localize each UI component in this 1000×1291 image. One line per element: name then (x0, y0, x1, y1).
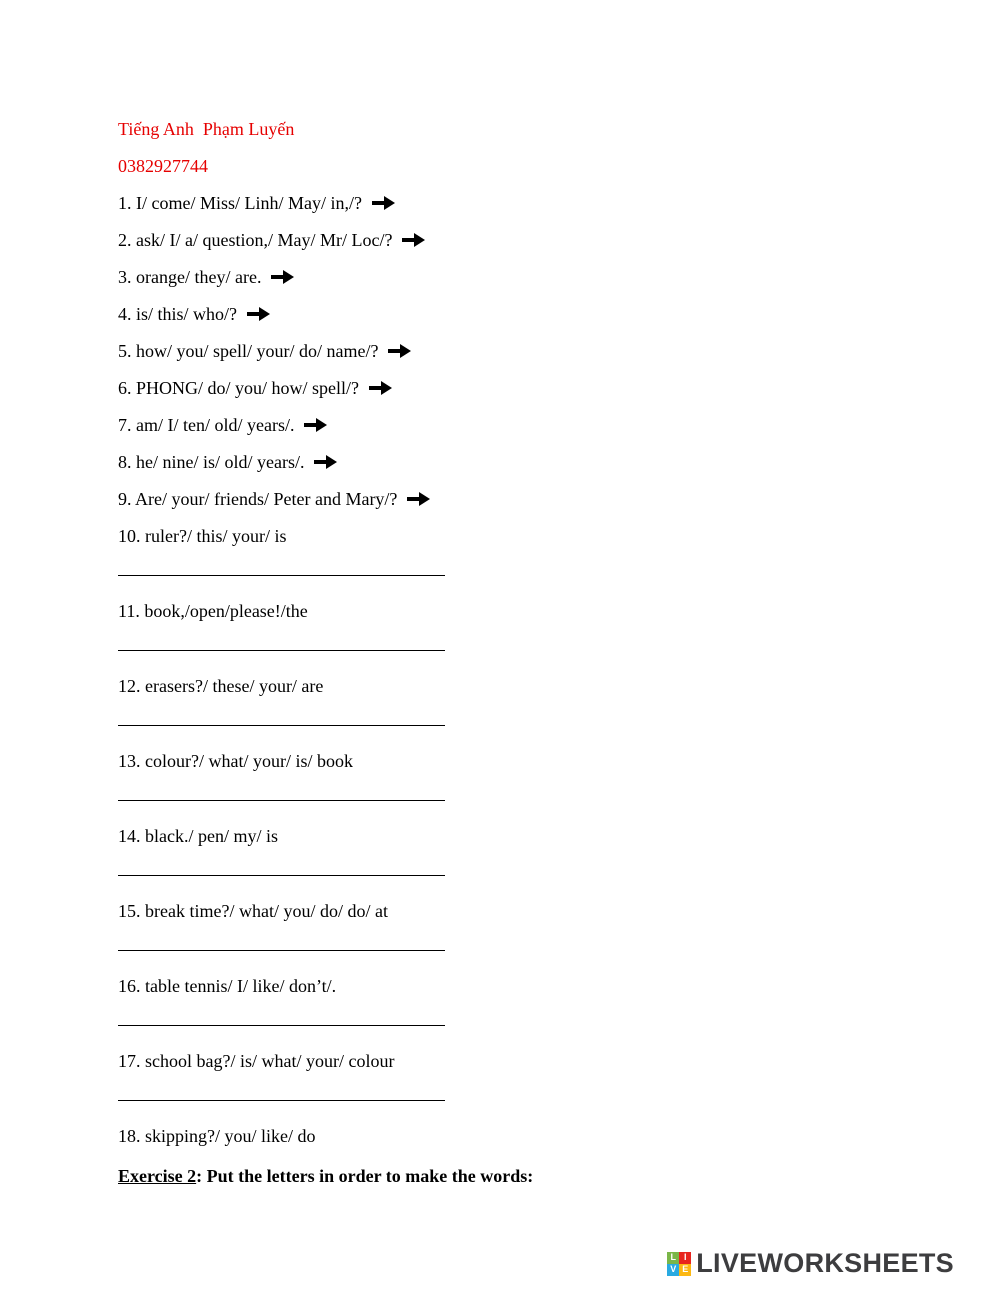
exercise-item (118, 377, 940, 399)
answer-blank-line[interactable] (118, 725, 445, 726)
exercise-item-text: 13. colour?/ what/ your/ is/ book (118, 751, 353, 771)
liveworksheets-footer (667, 1248, 954, 1279)
exercise-item (118, 675, 940, 697)
answer-blank-line[interactable] (118, 875, 445, 876)
exercise-item (118, 192, 940, 214)
exercise-item-text: 8. he/ nine/ is/ old/ years/. (118, 452, 305, 472)
right-arrow-icon (372, 196, 395, 210)
exercise-list (118, 192, 940, 1147)
exercise2-instruction: : Put the letters in order to make the words: (196, 1166, 534, 1186)
exercise-item (118, 340, 940, 362)
exercise-item (118, 600, 940, 622)
exercise-item-text: 3. orange/ they/ are. (118, 267, 262, 287)
exercise-item-text: 18. skipping?/ you/ like/ do (118, 1126, 316, 1146)
exercise2-title: Exercise 2 (118, 1166, 197, 1186)
answer-blank-line[interactable] (118, 575, 445, 576)
exercise-item-text: 6. PHONG/ do/ you/ how/ spell/? (118, 378, 359, 398)
exercise-item (118, 975, 940, 997)
exercise-item (118, 1125, 940, 1147)
exercise-item (118, 1050, 940, 1072)
right-arrow-icon (402, 233, 425, 247)
right-arrow-icon (314, 455, 337, 469)
exercise-item (118, 303, 940, 325)
exercise-item (118, 488, 940, 510)
exercise-item (118, 414, 940, 436)
exercise-item (118, 451, 940, 473)
answer-blank-line[interactable] (118, 650, 445, 651)
exercise-item-text: 5. how/ you/ spell/ your/ do/ name/? (118, 341, 379, 361)
logo-letter-i: I (679, 1252, 691, 1264)
exercise-item-text: 9. Are/ your/ friends/ Peter and Mary/? (118, 489, 398, 509)
exercise-item (118, 229, 940, 251)
exercise-item-text: 12. erasers?/ these/ your/ are (118, 676, 324, 696)
exercise-item-text: 1. I/ come/ Miss/ Linh/ May/ in,/? (118, 193, 362, 213)
logo-letter-l: L (667, 1252, 679, 1264)
right-arrow-icon (407, 492, 430, 506)
liveworksheets-logo-icon (667, 1252, 691, 1276)
right-arrow-icon (247, 307, 270, 321)
exercise-item-text: 10. ruler?/ this/ your/ is (118, 526, 287, 546)
exercise-item (118, 900, 940, 922)
exercise-item (118, 750, 940, 772)
answer-blank-line[interactable] (118, 1100, 445, 1101)
answer-blank-line[interactable] (118, 1025, 445, 1026)
answer-blank-line[interactable] (118, 800, 445, 801)
exercise-item-text: 2. ask/ I/ a/ question,/ May/ Mr/ Loc/? (118, 230, 393, 250)
phone-line: 0382927744 (118, 156, 208, 176)
exercise-item-text: 17. school bag?/ is/ what/ your/ colour (118, 1051, 395, 1071)
right-arrow-icon (304, 418, 327, 432)
right-arrow-icon (369, 381, 392, 395)
logo-letter-e: E (679, 1264, 691, 1276)
author-line: Tiếng Anh Phạm Luyến (118, 119, 295, 139)
exercise-item-text: 7. am/ I/ ten/ old/ years/. (118, 415, 295, 435)
liveworksheets-brand-text: LIVEWORKSHEETS (696, 1248, 954, 1278)
exercise-item-text: 11. book,/open/please!/the (118, 601, 308, 621)
right-arrow-icon (271, 270, 294, 284)
exercise-item (118, 266, 940, 288)
exercise2-heading (118, 1165, 940, 1187)
logo-letter-v: V (667, 1264, 679, 1276)
exercise-item (118, 525, 940, 547)
exercise-item (118, 825, 940, 847)
answer-blank-line[interactable] (118, 950, 445, 951)
exercise-item-text: 4. is/ this/ who/? (118, 304, 238, 324)
right-arrow-icon (388, 344, 411, 358)
exercise-item-text: 15. break time?/ what/ you/ do/ do/ at (118, 901, 388, 921)
exercise-item-text: 16. table tennis/ I/ like/ don’t/. (118, 976, 337, 996)
exercise-item-text: 14. black./ pen/ my/ is (118, 826, 278, 846)
